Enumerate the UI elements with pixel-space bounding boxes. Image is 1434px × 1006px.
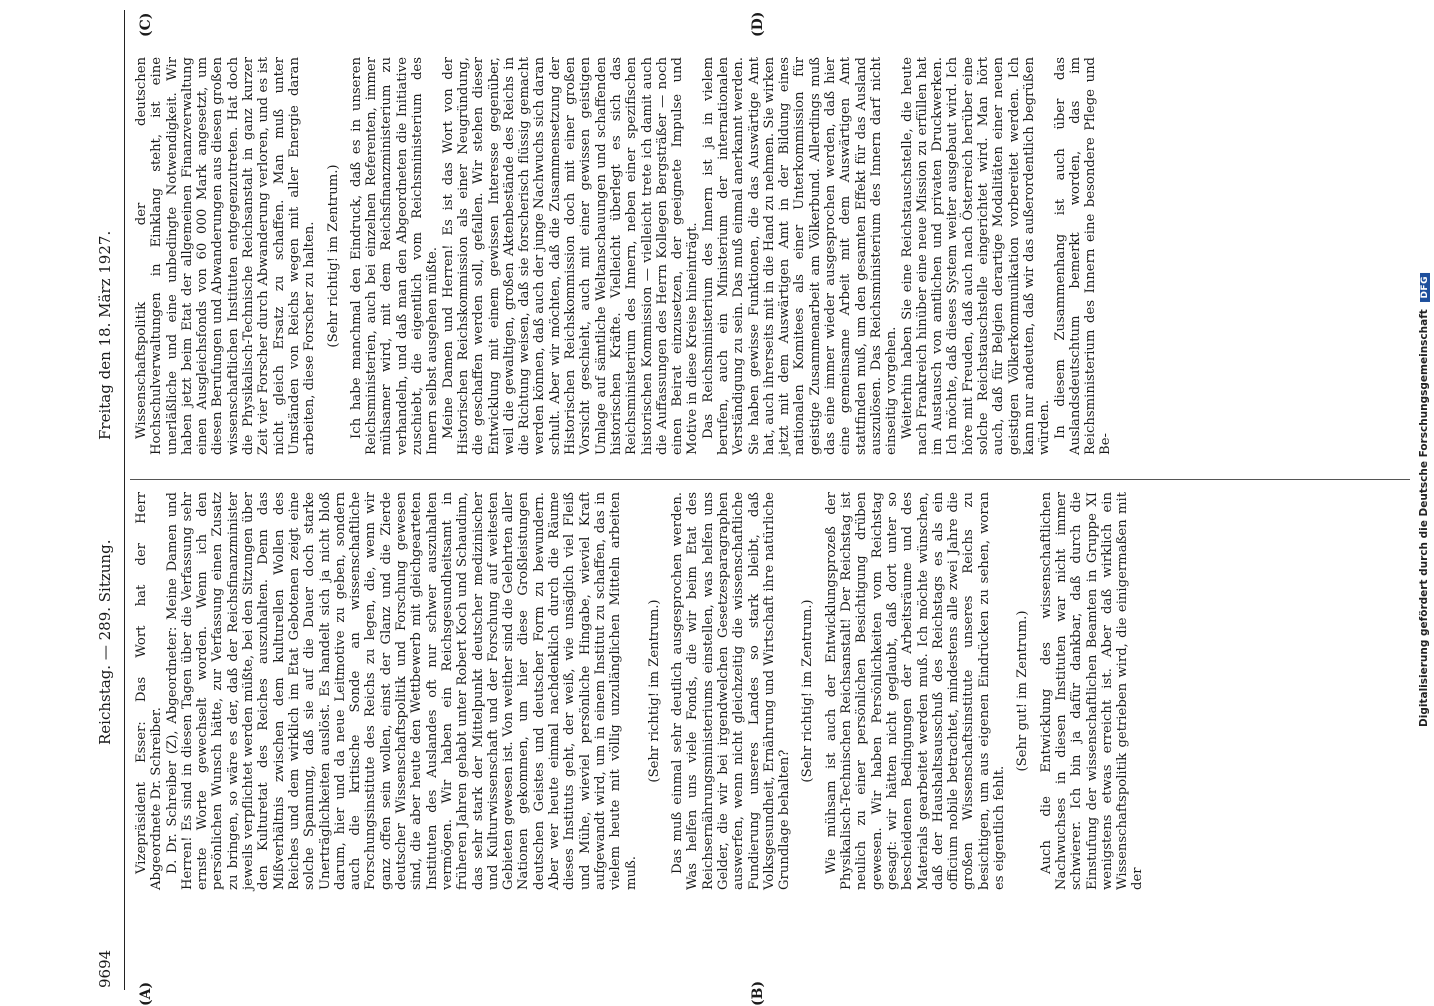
marker-a: (A) [138, 981, 154, 1006]
digitization-footer [1418, 273, 1430, 727]
column-divider [130, 479, 1410, 480]
paragraph: Meine Damen und Herren! Es ist das Wort von der Historischen Reichskommission als einer Neugründung, die geschaffen werden soll, gefallen. Wir stehen dieser Entwicklung mit einem gewissen Interesse gegenüber, weil die gewaltigen, großen Aktenbestände des Reichs in die Richtung weisen, daß sie forscherisch flüssig gemacht werden können, daß auch der junge Nachwuchs sich daran schult. Aber wir möchten, daß die Zusammensetzung der Historischen Reichskommission doch mit einer großen Vorsicht geschieht, auch mit einer gewissen geistigen Umlage auf sämtliche Weltanschauungen und schaffenden historischen Kräfte. Vielleicht überlegt es sich das Reichsministerium des Innern, neben einer spezifischen historischen Kommission — vielleicht trete ich damit auch die Auffassungen des Herrn Kollegen Bergsträßer — noch einen Beirat einzusetzen, der geeignete Impulse und Motive in diese Kreise hineinträgt. [440, 57, 701, 455]
header-rule [124, 10, 125, 990]
paragraph: D. Dr. Schreiber (Z), Abgeordneter: Meine Damen und Herren! Es sind in diesen Tagen über die Verfassung sehr ernste Worte gewechselt worden. Wenn ich den persönlichen Wunsch hätte, zur Verfassung einen Zusatz zu bringen, so wäre es der, daß der Reichsfinanzminister jeweils verpflichtet werden müßte, bei den Sitzungen über den Kulturetat des Reiches auszuhalten. Denn das Mißverhältnis zwischen dem kulturellen Wollen des Reiches und dem wirklich im Etat Gebotenen zeigt eine solche Spannung, daß sie auf die Dauer doch starke Unerträglichkeiten auslöst. Es handelt sich ja nicht bloß darum, hier und da neue Leitmotive zu geben, sondern auch die kritische Sonde an wissenschaftliche Forschungsinstitute des Reichs zu legen, die, wenn wir ganz offen sein wollen, einst der Glanz und die Zierde deutscher Wissenschaftspolitik und Forschung gewesen sind, die aber heute den Wettbewerb mit gleichgearteten Instituten des Auslandes oft nur schwer auszuhalten vermögen. Wir haben ein Reichsgesundheitsamt in früheren Jahren gehabt unter Robert Koch und Schaudinn, das sehr stark der Mittelpunkt deutscher medizinischer und Kulturwissenschaft und der Forschung auf weitesten Gebieten gewesen ist. Von weither sind die Gelehrten aller Nationen gekommen, um hier diese Großleistungen deutschen Geistes und deutscher Form zu bewundern. Aber wer heute einmal nachdenklich durch die Räume dieses Instituts geht, der weiß, wie unsäglich viel Fleiß und Mühe, wieviel persönliche Hingabe, wieviel Kraft aufgewandt wird, um in einem Institut zu schaffen, das in vielem heute mit völlig unzulänglichen Mitteln arbeiten muß. [164, 492, 639, 890]
paragraph: Auch die Entwicklung des wissenschaftlichen Nachwuchses in diesen Instituten war nicht immer schwierer. Ich bin ja dafür dankbar, daß durch die Einstufung der wissenschaftlichen Beamten in Gruppe XI wenigstens etwas erreicht ist. Aber daß wirklich ein Wissenschaftspolitik getrieben wird, die einigermaßen mit der [1038, 492, 1146, 890]
paragraph: Wie mühsam ist auch der Entwicklungsprozeß der Physikalisch-Technischen Reichsanstalt! Der Reichstag ist neulich zu einer persönlichen Besichtigung drüben gewesen. Wir haben Persönlichkeiten vom Reichstag gesagt: wir hätten nicht geglaubt, daß dort unter so bescheidenen Bedingungen der Arbeitsräume und des Materials gearbeitet werden muß. Ich möchte wünschen, daß der Haushaltsausschuß des Reichstags es als ein officium nobile betrachtet, mindestens alle zwei Jahre die großen Wissenschaftsinstitute unseres Reichs zu besichtigen, um aus eigenen Eindrücken zu sehen, woran es eigentlich fehlt. [823, 492, 1008, 890]
paragraph: Das Reichsministerium des Innern ist ja in vielem berufen, auch ein Ministerium der internationalen Verständigung zu sein. Das muß einmal anerkannt werden. Sie haben gewisse Funktionen, die das Auswärtige Amt hat, auch ihrerseits mit in die Hand zu nehmen. Sie wirken jetzt mit dem Auswärtigen Amt in der Bildung eines nationalen Komitees als einer Unterkommission für geistige Zusammenarbeit am Völkerbund. Allerdings muß das eine immer wieder ausgesprochen werden, daß hier eine gemeinsame Arbeit mit dem Auswärtigen Amt stattfinden muß, um den gesamten Effekt für das Ausland auszulösen. Das Reichsministerium des Innern darf nicht einseitig vorgehen. [700, 57, 900, 455]
left-column [134, 492, 1146, 890]
marker-d: (D) [750, 11, 766, 37]
interjection: (Sehr richtig! im Zentrum.) [646, 599, 662, 783]
paragraph: Wissenschaftspolitik der deutschen Hochschulverwaltungen in Einklang steht, ist eine unerläßliche und eine unbedingte Notwendigkeit. Wir haben jetzt beim Etat der allgemeinen Finanzverwaltung einen Ausgleichsfonds von 60 000 Mark angesetzt, um diesen Berufungen und Abwanderungen aus diesen großen wissenschaftlichen Instituten entgegenzutreten. Hat doch die Physikalisch-Technische Reichsanstalt in ganz kurzer Zeit vier Forscher durch Abwanderung verloren, und es ist nicht gleich Ersatz zu schaffen. Man muß unter Umständen von Reichs wegen mit aller Energie daran arbeiten, diese Forscher zu halten. [134, 57, 318, 455]
rotated-page [90, 0, 1410, 1006]
paragraph: Weiterhin haben Sie eine Reichstauschstelle, die heute nach Frankreich hinüber eine neue Mission zu erfüllen hat im Austausch von amtlichen und privaten Druckwerken. Ich möchte, daß dieses System weiter ausgebaut wird. Ich höre mit Freuden, daß auch nach Österreich herüber eine solche Reichstauschstelle eingerichtet wird. Man hört auch, daß für Belgien derartige Modalitäten einer neuen geistigen Völkerkommunikation vorbereitet werden. Ich kann nur andeuten, daß wir das außerordentlich begrüßen würden. [899, 57, 1053, 455]
paragraph: Ich habe manchmal den Eindruck, daß es in unseren Reichsministerien, auch bei einzelnen Referenten, immer mühsamer wird, mit dem Reichsfinanzministerium zu verhandeln, und daß man den Abgeordneten die Initiative zuschiebt, die eigentlich vom Reichsministerium des Innern selbst ausgehen müßte. [348, 57, 441, 455]
left-running-title: Reichstag. — 289. Sitzung. [96, 539, 114, 745]
marker-b: (B) [750, 980, 766, 1006]
page-header [96, 0, 122, 1000]
interjection: (Sehr richtig! im Zentrum.) [325, 164, 341, 348]
right-running-title: Freitag den 18. März 1927. [96, 230, 114, 440]
paragraph: In diesem Zusammenhang ist auch über das Auslandsdeutschtum bemerkt worden, das im Reichsministerium des Innern eine besondere Pflege und Be- [1052, 57, 1114, 455]
interjection: (Sehr gut! im Zentrum.) [1015, 610, 1031, 772]
right-column [134, 57, 1114, 455]
paragraph: Das muß einmal sehr deutlich ausgesprochen werden. Was helfen uns viele Fonds, die wir beim Etat des Reichsernährungsministeriums einstellen, was helfen uns Gelder, die wir bei irgendwelchen Gesetzesparagraphen auswerfen, wenn nicht gleichzeitig die wissenschaftliche Fundierung unseres Landes so stark bleibt, daß Volksgesundheit, Ernährung und Wirtschaft ihre natürliche Grundlage behalten? [670, 492, 793, 890]
interjection: (Sehr richtig! im Zentrum.) [800, 599, 816, 783]
dfg-logo: DFG [1420, 273, 1430, 302]
marker-c: (C) [138, 12, 154, 37]
page-number: 9694 [96, 949, 114, 988]
footer-text: Digitalisierung gefördert durch die Deutsche Forschungsgemeinschaft [1418, 309, 1430, 727]
paragraph: Vizepräsident Esser: Das Wort hat der Herr Abgeordnete Dr. Schreiber. [134, 492, 165, 890]
